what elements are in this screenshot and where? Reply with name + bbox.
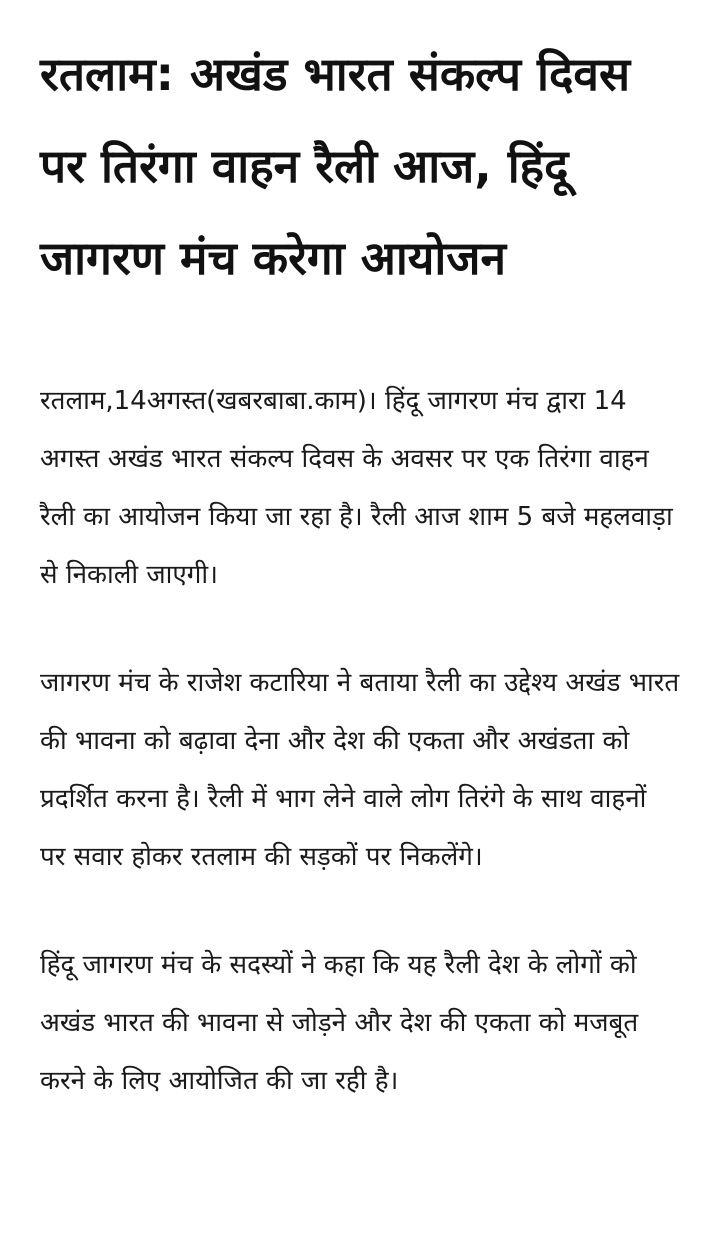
article-paragraph-3: हिंदू जागरण मंच के सदस्यों ने कहा कि यह रैली देश के लोगों को अखंड भारत की भावना से जोड़ने और देश की एकता को मजबूत करने के लिए आयोजित की जा रही है। xyxy=(40,950,639,1096)
article-paragraph-2: जागरण मंच के राजेश कटारिया ने बताया रैली का उद्देश्य अखंड भारत की भावना को बढ़ावा देना और देश की एकता और अखंडता को प्रदर्शित करना है। रैली में भाग लेने वाले लोग तिरंगे के साथ वाहनों पर सवार होकर रतलाम की सड़कों पर निकलेंगे। xyxy=(40,668,680,872)
article-paragraph-1: रतलाम,14अगस्त(खबरबाबा.काम)। हिंदू जागरण मंच द्वारा 14 अगस्त अखंड भारत संकल्प दिवस के अवसर पर एक तिरंगा वाहन रैली का आयोजन किया जा रहा है। रैली आज शाम 5 बजे महलवाड़ा से निकाली जाएगी। xyxy=(40,386,673,590)
article-headline: रतलाम: अखंड भारत संकल्प दिवस पर तिरंगा वाहन रैली आज, हिंदू जागरण मंच करेगा आयोजन xyxy=(40,47,631,285)
article-body xyxy=(40,372,680,1110)
